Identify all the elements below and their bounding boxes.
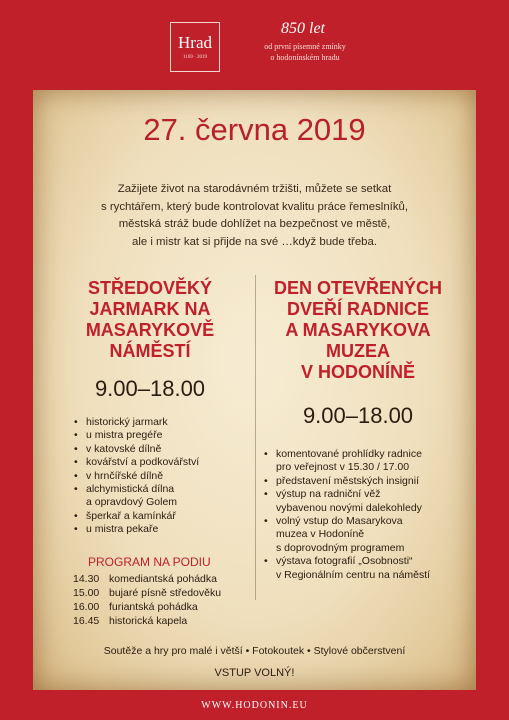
left-column-title — [50, 278, 250, 362]
right-time: 9.00–18.00 — [302, 403, 414, 428]
title-line: JARMARK NA — [89, 299, 211, 319]
logo-text: Hrad — [178, 33, 212, 52]
event-date: 27. června 2019 — [143, 112, 366, 147]
program-label: bujaré písně středověku — [109, 587, 222, 599]
left-activity-list — [72, 416, 252, 537]
program-label: komediantská pohádka — [109, 573, 217, 585]
program-label: historická kapela — [109, 615, 188, 627]
anniversary-title: 850 let — [281, 20, 325, 37]
program-row — [73, 615, 187, 627]
title-line: DVEŘÍ RADNICE — [286, 299, 429, 319]
anniversary-subtitle — [225, 41, 385, 63]
list-item: s doprovodným programem — [276, 541, 405, 554]
footer-activities: Soutěže a hry pro malé i větší • Fotokoutek • Stylové občerstvení — [103, 645, 406, 657]
title-line: NÁMĚSTÍ — [109, 341, 191, 361]
list-item: • volný vstup do Masarykova — [262, 515, 467, 528]
program-row — [73, 573, 217, 585]
list-item: vybavenou novými dalekohledy — [276, 501, 422, 514]
entry-note: VSTUP VOLNÝ! — [214, 667, 295, 679]
intro-line: Zažijete život na starodávném tržišti, můžete se setkat — [117, 183, 392, 195]
left-time: 9.00–18.00 — [94, 376, 206, 401]
list-item: • u mistra pekaře — [72, 523, 252, 536]
title-line: V HODONÍNĚ — [300, 362, 415, 382]
intro-text — [40, 181, 469, 251]
list-item: • výstup na radniční věž — [262, 488, 467, 501]
title-line: MUZEA — [326, 341, 390, 361]
list-item: • u mistra pregéře — [72, 429, 252, 442]
title-line: A MASARYKOVA — [285, 320, 431, 340]
list-item: • historický jarmark — [72, 416, 252, 429]
list-item: v Regionálním centru na náměstí — [276, 568, 431, 581]
anniversary-sub-line-1: od první písemné zmínky — [264, 42, 346, 51]
title-line: MASARYKOVĚ — [85, 320, 215, 340]
list-item: muzea v Hodoníně — [276, 528, 365, 541]
list-item: pro veřejnost v 15.30 / 17.00 — [276, 461, 410, 474]
intro-line: ale i mistr kat si přijde na své …když bude třeba. — [131, 235, 377, 248]
intro-line: městská stráž bude dohlížet na bezpečnost ve městě, — [118, 218, 391, 230]
website-link[interactable]: WWW.HODONIN.EU — [201, 700, 308, 711]
list-item: • kovářství a podkovářství — [72, 456, 252, 469]
right-activity-list — [262, 448, 467, 582]
right-column-title — [258, 278, 458, 383]
program-row — [73, 587, 221, 599]
anniversary-sub-line-2: o hodonínském hradu — [270, 53, 340, 62]
column-divider — [255, 275, 256, 600]
intro-line: s rychtářem, který bude kontrolovat kvalitu práce řemeslníků, — [100, 200, 409, 213]
title-line: STŘEDOVĚKÝ — [87, 278, 213, 298]
program-label: furiantská pohádka — [109, 601, 198, 613]
list-item: • v katovské dílně — [72, 443, 252, 456]
program-time: 16.00 — [73, 601, 100, 613]
program-time: 14.30 — [73, 573, 100, 585]
program-time: 16.45 — [73, 615, 100, 627]
list-item: • alchymistická dílna — [72, 483, 252, 496]
list-item: a opravdový Golem — [86, 496, 178, 509]
castle-logo — [170, 22, 220, 72]
title-line: DEN OTEVŘENÝCH — [273, 278, 443, 298]
program-row — [73, 601, 198, 613]
list-item: • šperkař a kamínkář — [72, 510, 252, 523]
list-item: • v hrnčířské dílně — [72, 470, 252, 483]
program-title: PROGRAM NA PODIU — [88, 555, 211, 569]
list-item: • představení městských insignií — [262, 475, 467, 488]
list-item: • výstava fotografií „Osobnosti“ — [262, 555, 467, 568]
list-item: • komentované prohlídky radnice — [262, 448, 467, 461]
logo-sub: 1169 · 2019 — [183, 55, 207, 60]
program-time: 15.00 — [73, 587, 100, 599]
